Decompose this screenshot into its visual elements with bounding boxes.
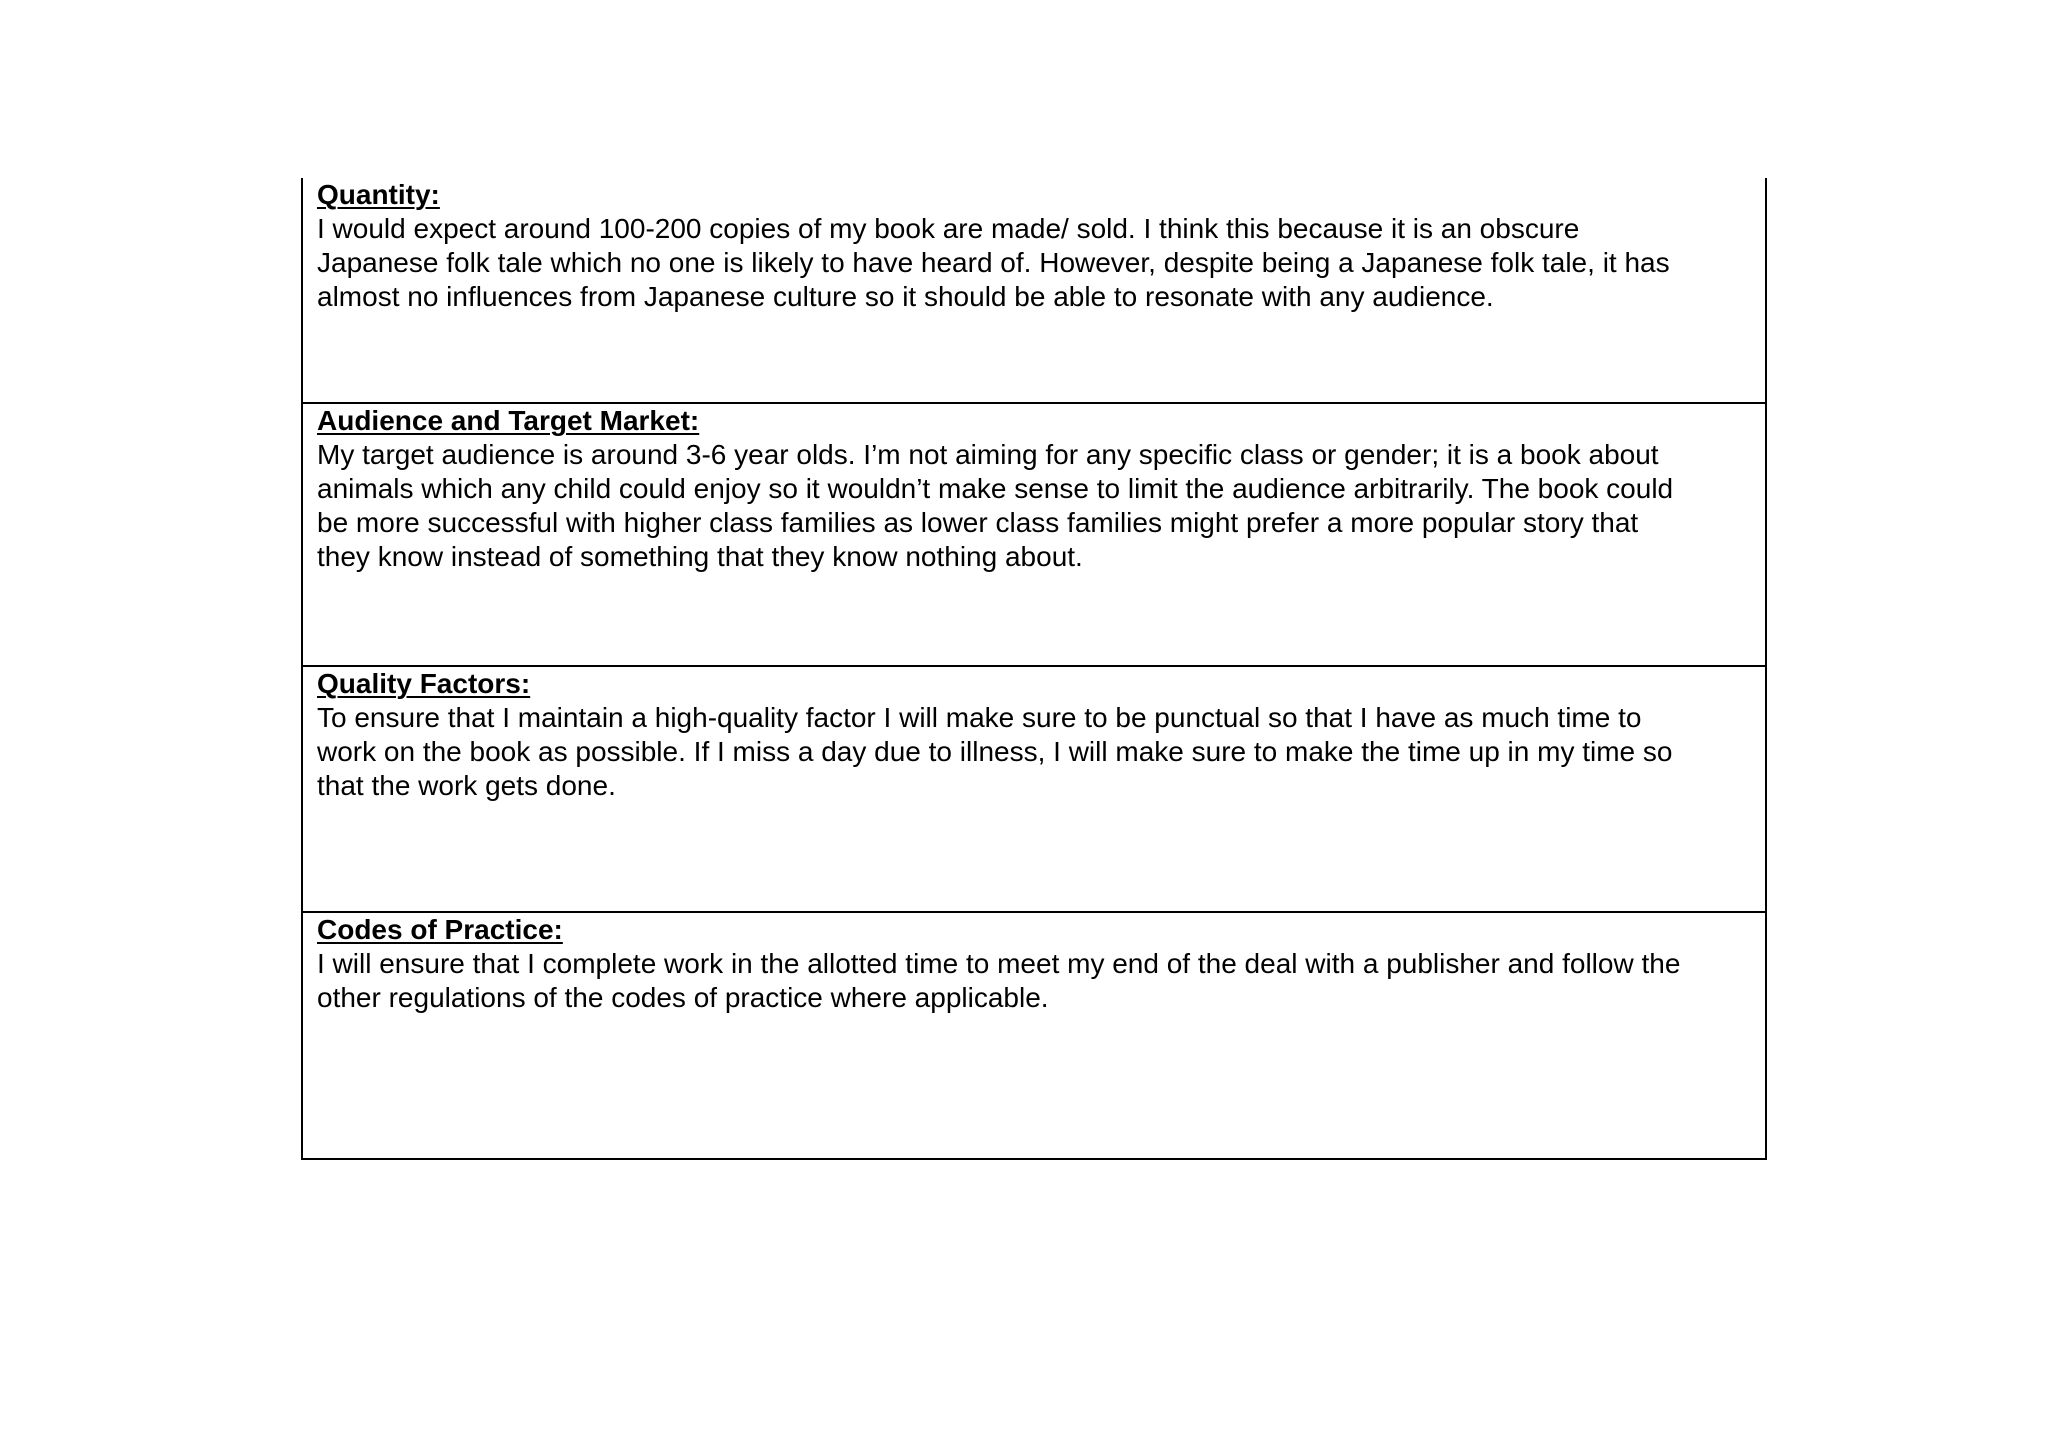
- audience-section: [303, 404, 1765, 667]
- text-line: almost no influences from Japanese culture so it should be able to resonate with any audience.: [317, 281, 1494, 312]
- text-line: other regulations of the codes of practice where applicable.: [317, 982, 1049, 1013]
- text-line: be more successful with higher class families as lower class families might prefer a more popular story that: [317, 507, 1639, 538]
- quality-factors-text: [317, 701, 1753, 803]
- audience-heading: Audience and Target Market:: [317, 405, 700, 436]
- text-line: My target audience is around 3-6 year olds. I’m not aiming for any specific class or gender; it is a book about: [317, 439, 1659, 470]
- codes-of-practice-section: [303, 913, 1765, 1158]
- text-line: they know instead of something that they know nothing about.: [317, 541, 1083, 572]
- quality-factors-section: [303, 667, 1765, 913]
- codes-of-practice-heading: Codes of Practice:: [317, 914, 563, 945]
- text-line: animals which any child could enjoy so it wouldn’t make sense to limit the audience arbitrarily. The book could: [317, 473, 1674, 504]
- text-line: that the work gets done.: [317, 770, 616, 801]
- quantity-heading: Quantity:: [317, 179, 440, 210]
- text-line: I would expect around 100-200 copies of my book are made/ sold. I think this because it is an obscure: [317, 213, 1580, 244]
- document-table: [301, 178, 1767, 1160]
- text-line: Japanese folk tale which no one is likely to have heard of. However, despite being a Japanese folk tale, it has: [317, 247, 1670, 278]
- text-line: work on the book as possible. If I miss a day due to illness, I will make sure to make the time up in my time so: [317, 736, 1673, 767]
- text-line: I will ensure that I complete work in the allotted time to meet my end of the deal with a publisher and follow the: [317, 948, 1681, 979]
- quality-factors-heading: Quality Factors:: [317, 668, 531, 699]
- text-line: To ensure that I maintain a high-quality factor I will make sure to be punctual so that I have as much time to: [317, 702, 1642, 733]
- quantity-text: [317, 212, 1753, 314]
- codes-of-practice-text: [317, 947, 1753, 1015]
- quantity-section: [303, 178, 1765, 404]
- audience-text: [317, 438, 1753, 574]
